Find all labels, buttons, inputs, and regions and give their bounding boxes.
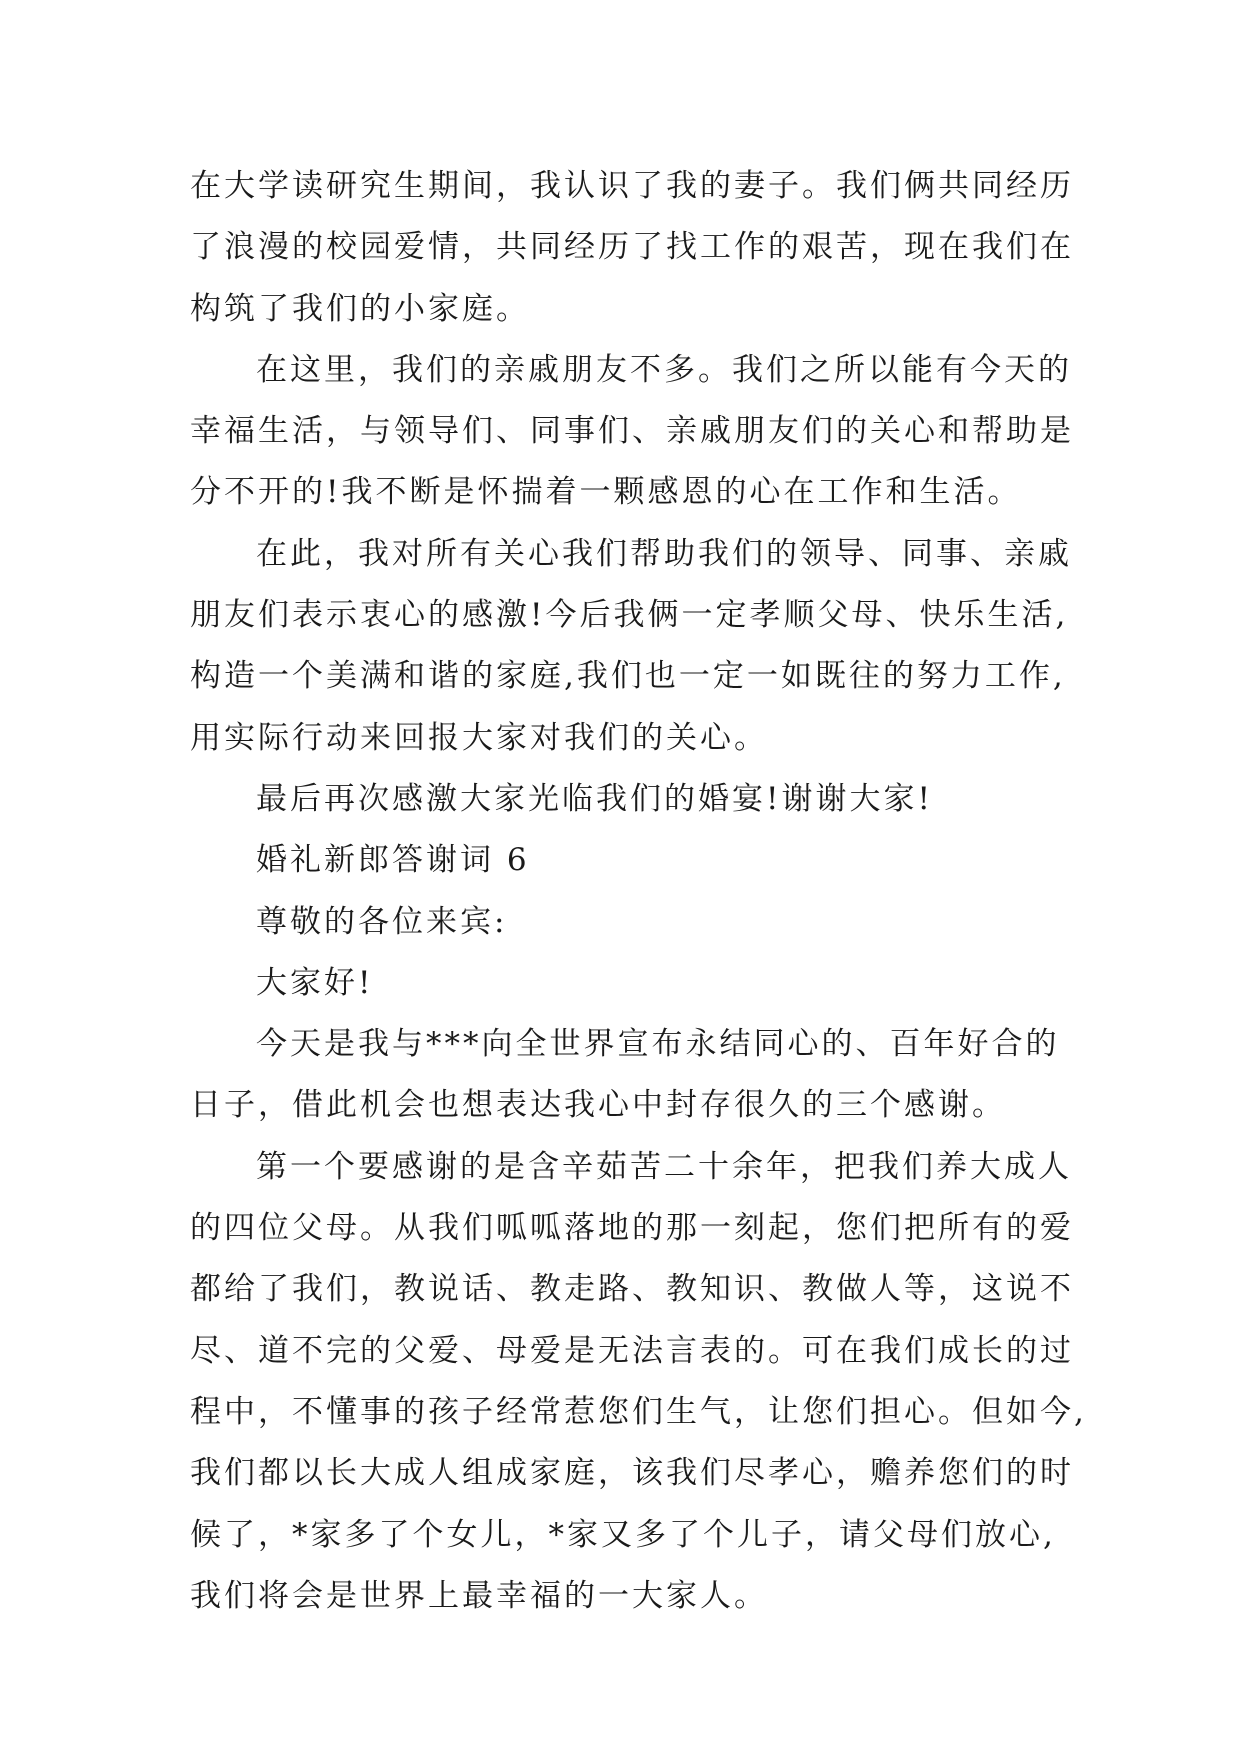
text-line: 用实际行动来回报大家对我们的关心。 (190, 719, 768, 756)
text-line: 构筑了我们的小家庭。 (190, 290, 530, 327)
greeting: 大家好! (256, 964, 374, 1001)
text-line: 最后再次感激大家光临我们的婚宴!谢谢大家! (256, 780, 933, 817)
text-line: 程中，不懂事的孩子经常惹您们生气，让您们担心。但如今, (190, 1393, 1087, 1430)
text-line: 候了，*家多了个女儿，*家又多了个儿子，请父母们放心, (190, 1516, 1056, 1553)
text-line: 朋友们表示衷心的感激!今后我俩一定孝顺父母、快乐生活, (190, 597, 1069, 634)
text-line: 我们都以长大成人组成家庭，该我们尽孝心，赡养您们的时 (190, 1455, 1074, 1492)
text-line: 的四位父母。从我们呱呱落地的那一刻起，您们把所有的爱 (190, 1210, 1074, 1247)
text-line: 在这里，我们的亲戚朋友不多。我们之所以能有今天的 (256, 351, 1072, 388)
text-line: 在此，我对所有关心我们帮助我们的领导、同事、亲戚 (256, 535, 1072, 572)
text-line: 我们将会是世界上最幸福的一大家人。 (190, 1577, 768, 1614)
text-line: 日子，借此机会也想表达我心中封存很久的三个感谢。 (190, 1087, 1006, 1124)
text-line: 今天是我与***向全世界宣布永结同心的、百年好合的 (256, 1026, 1060, 1063)
text-line: 了浪漫的校园爱情，共同经历了找工作的艰苦，现在我们在 (190, 229, 1074, 266)
text-line: 幸福生活，与领导们、同事们、亲戚朋友们的关心和帮助是 (190, 413, 1074, 450)
text-line: 在大学读研究生期间，我认识了我的妻子。我们俩共同经历 (190, 168, 1074, 204)
text-line: 都给了我们，教说话、教走路、教知识、教做人等，这说不 (190, 1271, 1074, 1308)
text-line: 第一个要感谢的是含辛茹苦二十余年，把我们养大成人 (256, 1148, 1072, 1185)
text-line: 尽、道不完的父爱、母爱是无法言表的。可在我们成长的过 (190, 1332, 1074, 1369)
text-line: 分不开的!我不断是怀揣着一颗感恩的心在工作和生活。 (190, 474, 1022, 511)
document-body (190, 156, 1087, 1627)
text-line: 构造一个美满和谐的家庭,我们也一定一如既往的努力工作, (190, 658, 1066, 695)
salutation: 尊敬的各位来宾: (256, 903, 508, 940)
section-title: 婚礼新郎答谢词 6 (256, 842, 530, 879)
